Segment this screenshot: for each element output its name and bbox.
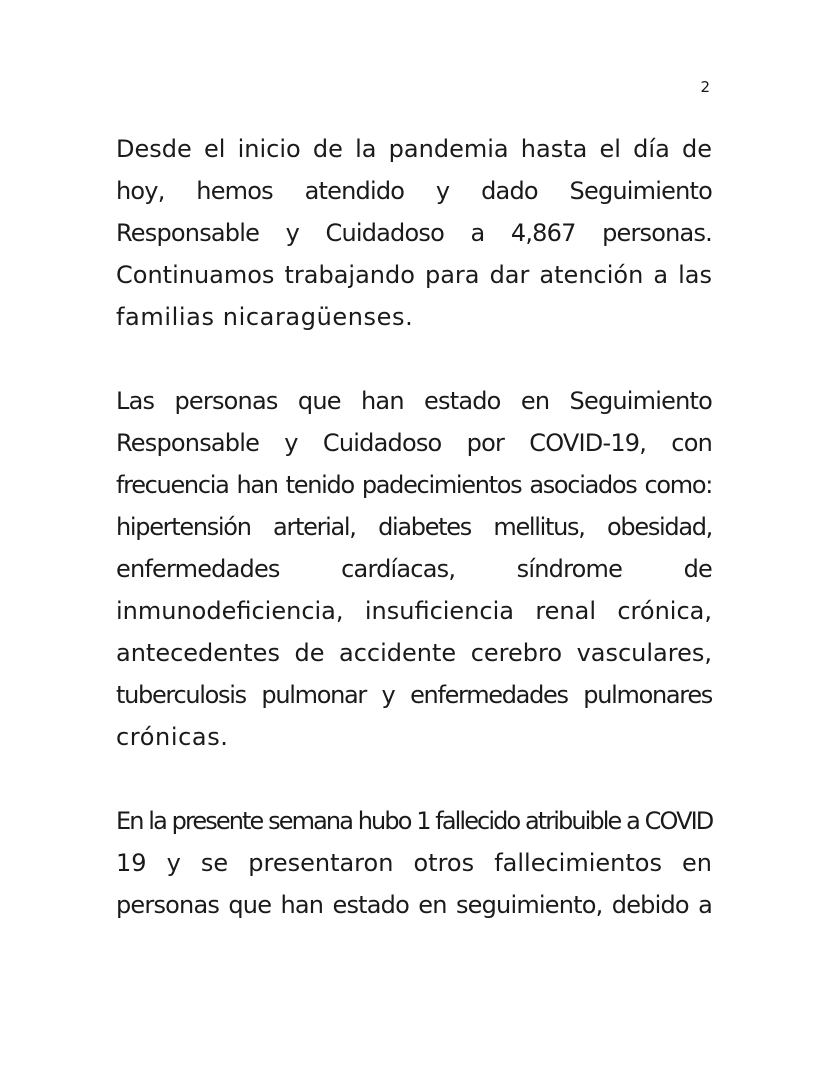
text-line: 19 y se presentaron otros fallecimientos en	[116, 849, 712, 877]
text-line: Responsable y Cuidadoso por COVID-19, con	[116, 429, 712, 457]
paragraph-1	[116, 128, 712, 338]
text-line: enfermedades cardíacas, síndrome de	[116, 555, 712, 583]
document-body	[116, 128, 712, 968]
page-number: 2	[700, 78, 710, 96]
text-line: Desde el inicio de la pandemia hasta el día de	[116, 135, 712, 163]
text-line: tuberculosis pulmonar y enfermedades pulmonares	[116, 681, 712, 709]
text-line: familias nicaragüenses.	[116, 303, 414, 331]
paragraph-2	[116, 380, 712, 758]
text-line: Las personas que han estado en Seguimiento	[116, 387, 712, 415]
text-line: En la presente semana hubo 1 fallecido atribuible a COVID	[116, 807, 713, 835]
text-line: antecedentes de accidente cerebro vasculares,	[116, 639, 712, 667]
text-line: Continuamos trabajando para dar atención a las	[116, 261, 712, 289]
text-line: inmunodeficiencia, insuficiencia renal crónica,	[116, 597, 712, 625]
text-line: personas que han estado en seguimiento, debido a	[116, 891, 712, 919]
text-line: Responsable y Cuidadoso a 4,867 personas.	[116, 219, 712, 247]
text-line: frecuencia han tenido padecimientos asociados como:	[116, 471, 712, 499]
paragraph-3	[116, 800, 712, 926]
text-line: hipertensión arterial, diabetes mellitus, obesidad,	[116, 513, 712, 541]
text-line: hoy, hemos atendido y dado Seguimiento	[116, 177, 712, 205]
text-line: crónicas.	[116, 723, 229, 751]
